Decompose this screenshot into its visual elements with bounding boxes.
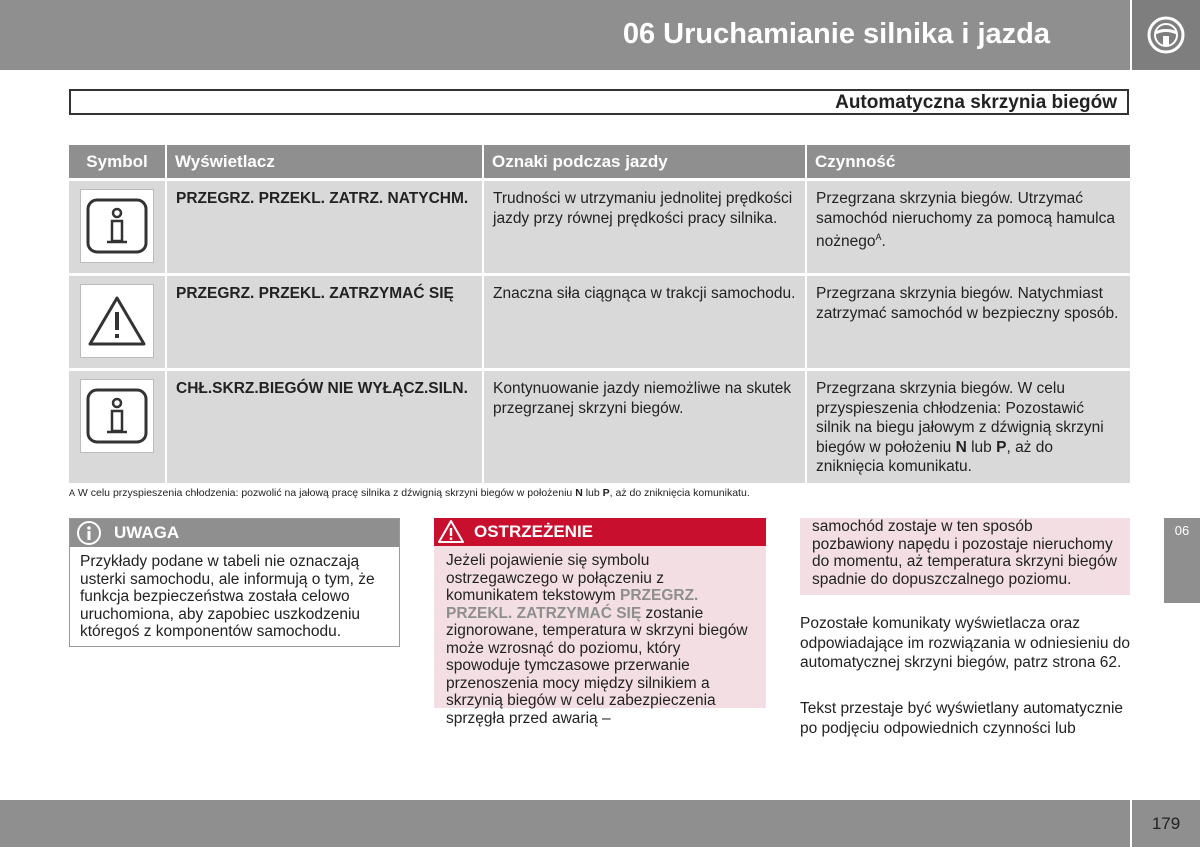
column-header: Oznaki podczas jazdy <box>483 145 806 180</box>
chapter-side-tab: 06 <box>1164 518 1200 603</box>
column-header: Wyświetlacz <box>166 145 483 180</box>
column-header: Czynność <box>806 145 1131 180</box>
action-text: Przegrzana skrzynia biegów. W celu przyspieszenia chłodzenia: Pozostawić silnik na biegu jałowym z dźwignią skrzyni biegów w położeniu N lub P, aż do zniknięcia komunikatu. <box>806 370 1131 483</box>
note-label: UWAGA <box>114 523 180 542</box>
footnote: A W celu przyspieszenia chłodzenia: pozwolić na jałową pracę silnika z dźwignią skrzyni biegów w położeniu N lub P, aż do zniknięcia komunikatu. <box>69 487 750 499</box>
header-bar <box>0 0 1130 70</box>
display-message: PRZEGRZ. PRZEKL. ZATRZYMAĆ SIĘ <box>166 275 483 370</box>
note-box <box>69 518 400 647</box>
info-circle-icon <box>76 520 102 546</box>
column-header: Symbol <box>69 145 166 180</box>
steering-wheel-icon <box>1132 0 1200 70</box>
warning-box <box>434 518 766 727</box>
info-icon <box>80 189 154 263</box>
driving-signs: Kontynuowanie jazdy niemożliwe na skutek przegrzanej skrzyni biegów. <box>483 370 806 483</box>
body-paragraph: Tekst przestaje być wyświetlany automatycznie po podjęciu odpowiednich czynności lub <box>800 700 1124 737</box>
warning-triangle-icon <box>438 519 464 545</box>
note-text: Przykłady podane w tabeli nie oznaczają usterki samochodu, ale informują o tym, że funkcja bezpieczeństwa została celowo uruchomiona, aby zapobiec uszkodzeniu któregoś z komponentów samochodu. <box>80 553 375 640</box>
footer-bar <box>0 800 1130 847</box>
display-message: CHŁ.SKRZ.BIEGÓW NIE WYŁĄCZ.SILN. <box>166 370 483 483</box>
warning-text: Jeżeli pojawienie się symbolu ostrzegawczego w połączeniu z komunikatem tekstowym PRZEGRZ. PRZEKL. ZATRZYMAĆ SIĘ zostanie zignorowane, temperatura w skrzyni biegów może wzrosnąć do poziomu, który spowoduje tymczasowe przerwanie przenoszenia mocy między silnikiem a skrzynią biegów w celu zabezpieczenia sprzęgła przed awarią – <box>446 552 748 727</box>
warning-triangle-icon <box>80 284 154 358</box>
warning-label: OSTRZEŻENIE <box>474 522 594 541</box>
display-message: PRZEGRZ. PRZEKL. ZATRZ. NATYCHM. <box>166 180 483 275</box>
body-paragraph: Pozostałe komunikaty wyświetlacza oraz odpowiadające im rozwiązania w odniesieniu do automatycznej skrzyni biegów, patrz strona 62. <box>800 615 1131 671</box>
table-row <box>69 180 1131 275</box>
page-number: 179 <box>1151 814 1181 833</box>
section-title: Automatyczna skrzynia biegów <box>835 92 1117 113</box>
section-header <box>69 89 1129 115</box>
warning-continuation: samochód zostaje w ten sposób pozbawiony napędu i pozostaje nieruchomy do momentu, aż temperatura skrzyni biegów spadnie do dopuszczalnego poziomu. <box>800 518 1130 595</box>
action-text: Przegrzana skrzynia biegów. Utrzymać samochód nieruchomy za pomocą hamulca nożnego$^A$. <box>806 180 1131 275</box>
driving-signs: Trudności w utrzymaniu jednolitej prędkości jazdy przy równej prędkości pracy silnika. <box>483 180 806 275</box>
action-text: Przegrzana skrzynia biegów. Natychmiast zatrzymać samochód w bezpieczny sposób. <box>806 275 1131 370</box>
table-row <box>69 275 1131 370</box>
table-header-row <box>69 145 1131 180</box>
chapter-title: 06 Uruchamianie silnika i jazda <box>622 18 1050 50</box>
info-icon <box>80 379 154 453</box>
driving-signs: Znaczna siła ciągnąca w trakcji samochodu. <box>483 275 806 370</box>
table-row <box>69 370 1131 483</box>
messages-table <box>69 145 1132 483</box>
